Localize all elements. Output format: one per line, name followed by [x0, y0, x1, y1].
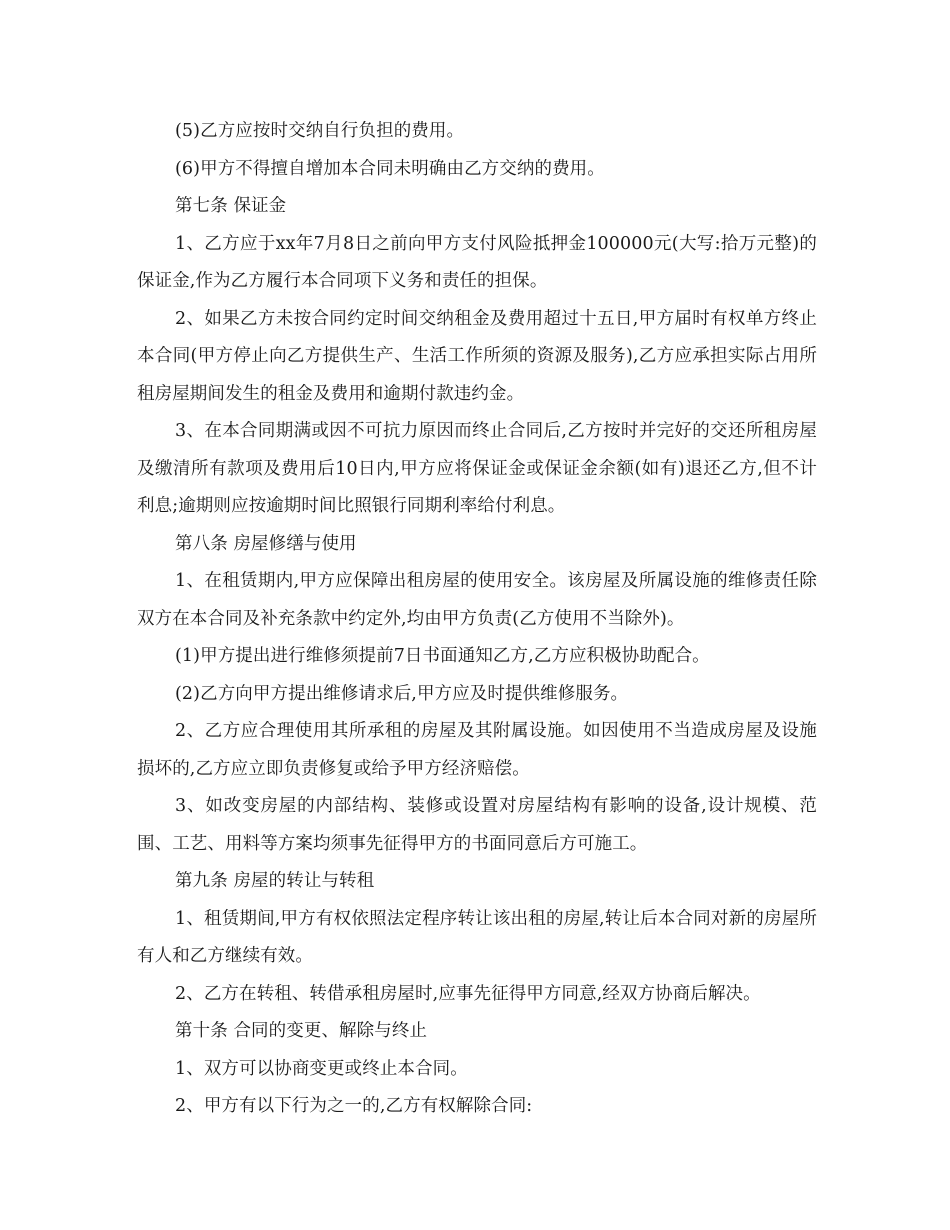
article-7-clause-2: 2、如果乙方未按合同约定时间交纳租金及费用超过十五日,甲方届时有权单方终止本合同(甲方停止向乙方提供生产、生活工作所须的资源及服务),乙方应承担实际占用所租房屋期间发生的租金及费用和逾期付款违约金。	[137, 308, 817, 404]
article-9-clause-1: 1、租赁期间,甲方有权依照法定程序转让该出租的房屋,转让后本合同对新的房屋所有人和乙方继续有效。	[137, 908, 817, 966]
article-7-heading: 第七条 保证金	[175, 196, 287, 216]
document-body	[137, 113, 817, 1126]
article-8-clause-3: 3、如改变房屋的内部结构、装修或设置对房屋结构有影响的设备,设计规模、范围、工艺、用料等方案均须事先征得甲方的书面同意后方可施工。	[137, 796, 817, 854]
article-8-clause-1: 1、在租赁期内,甲方应保障出租房屋的使用安全。该房屋及所属设施的维修责任除双方在本合同及补充条款中约定外,均由甲方负责(乙方使用不当除外)。	[137, 571, 817, 629]
article-8-subclause-2: (2)乙方向甲方提出维修请求后,甲方应及时提供维修服务。	[175, 683, 629, 704]
article-7-clause-3: 3、在本合同期满或因不可抗力原因而终止合同后,乙方按时并完好的交还所租房屋及缴清所有款项及费用后10日内,甲方应将保证金或保证金余额(如有)退还乙方,但不计利息;逾期则应按逾期时间比照银行同期利率给付利息。	[137, 421, 817, 516]
article-10-clause-1: 1、双方可以协商变更或终止本合同。	[175, 1058, 468, 1079]
article-9-heading: 第九条 房屋的转让与转租	[175, 871, 375, 891]
article-10-clause-2: 2、甲方有以下行为之一的,乙方有权解除合同:	[175, 1096, 533, 1116]
article-8-heading: 第八条 房屋修缮与使用	[175, 533, 357, 554]
clause-item-5: (5)乙方应按时交纳自行负担的费用。	[175, 121, 465, 141]
article-8-clause-2: 2、乙方应合理使用其所承租的房屋及其附属设施。如因使用不当造成房屋及设施损坏的,乙方应立即负责修复或给予甲方经济赔偿。	[137, 721, 817, 779]
article-8-subclause-1: (1)甲方提出进行维修须提前7日书面通知乙方,乙方应积极协助配合。	[175, 646, 710, 666]
article-7-clause-1: 1、乙方应于xx年7月8日之前向甲方支付风险抵押金100000元(大写:拾万元整)的保证金,作为乙方履行本合同项下义务和责任的担保。	[137, 233, 817, 291]
clause-item-6: (6)甲方不得擅自增加本合同未明确由乙方交纳的费用。	[175, 158, 605, 179]
article-10-heading: 第十条 合同的变更、解除与终止	[175, 1021, 428, 1041]
article-9-clause-2: 2、乙方在转租、转借承租房屋时,应事先征得甲方同意,经双方协商后解决。	[175, 983, 761, 1004]
